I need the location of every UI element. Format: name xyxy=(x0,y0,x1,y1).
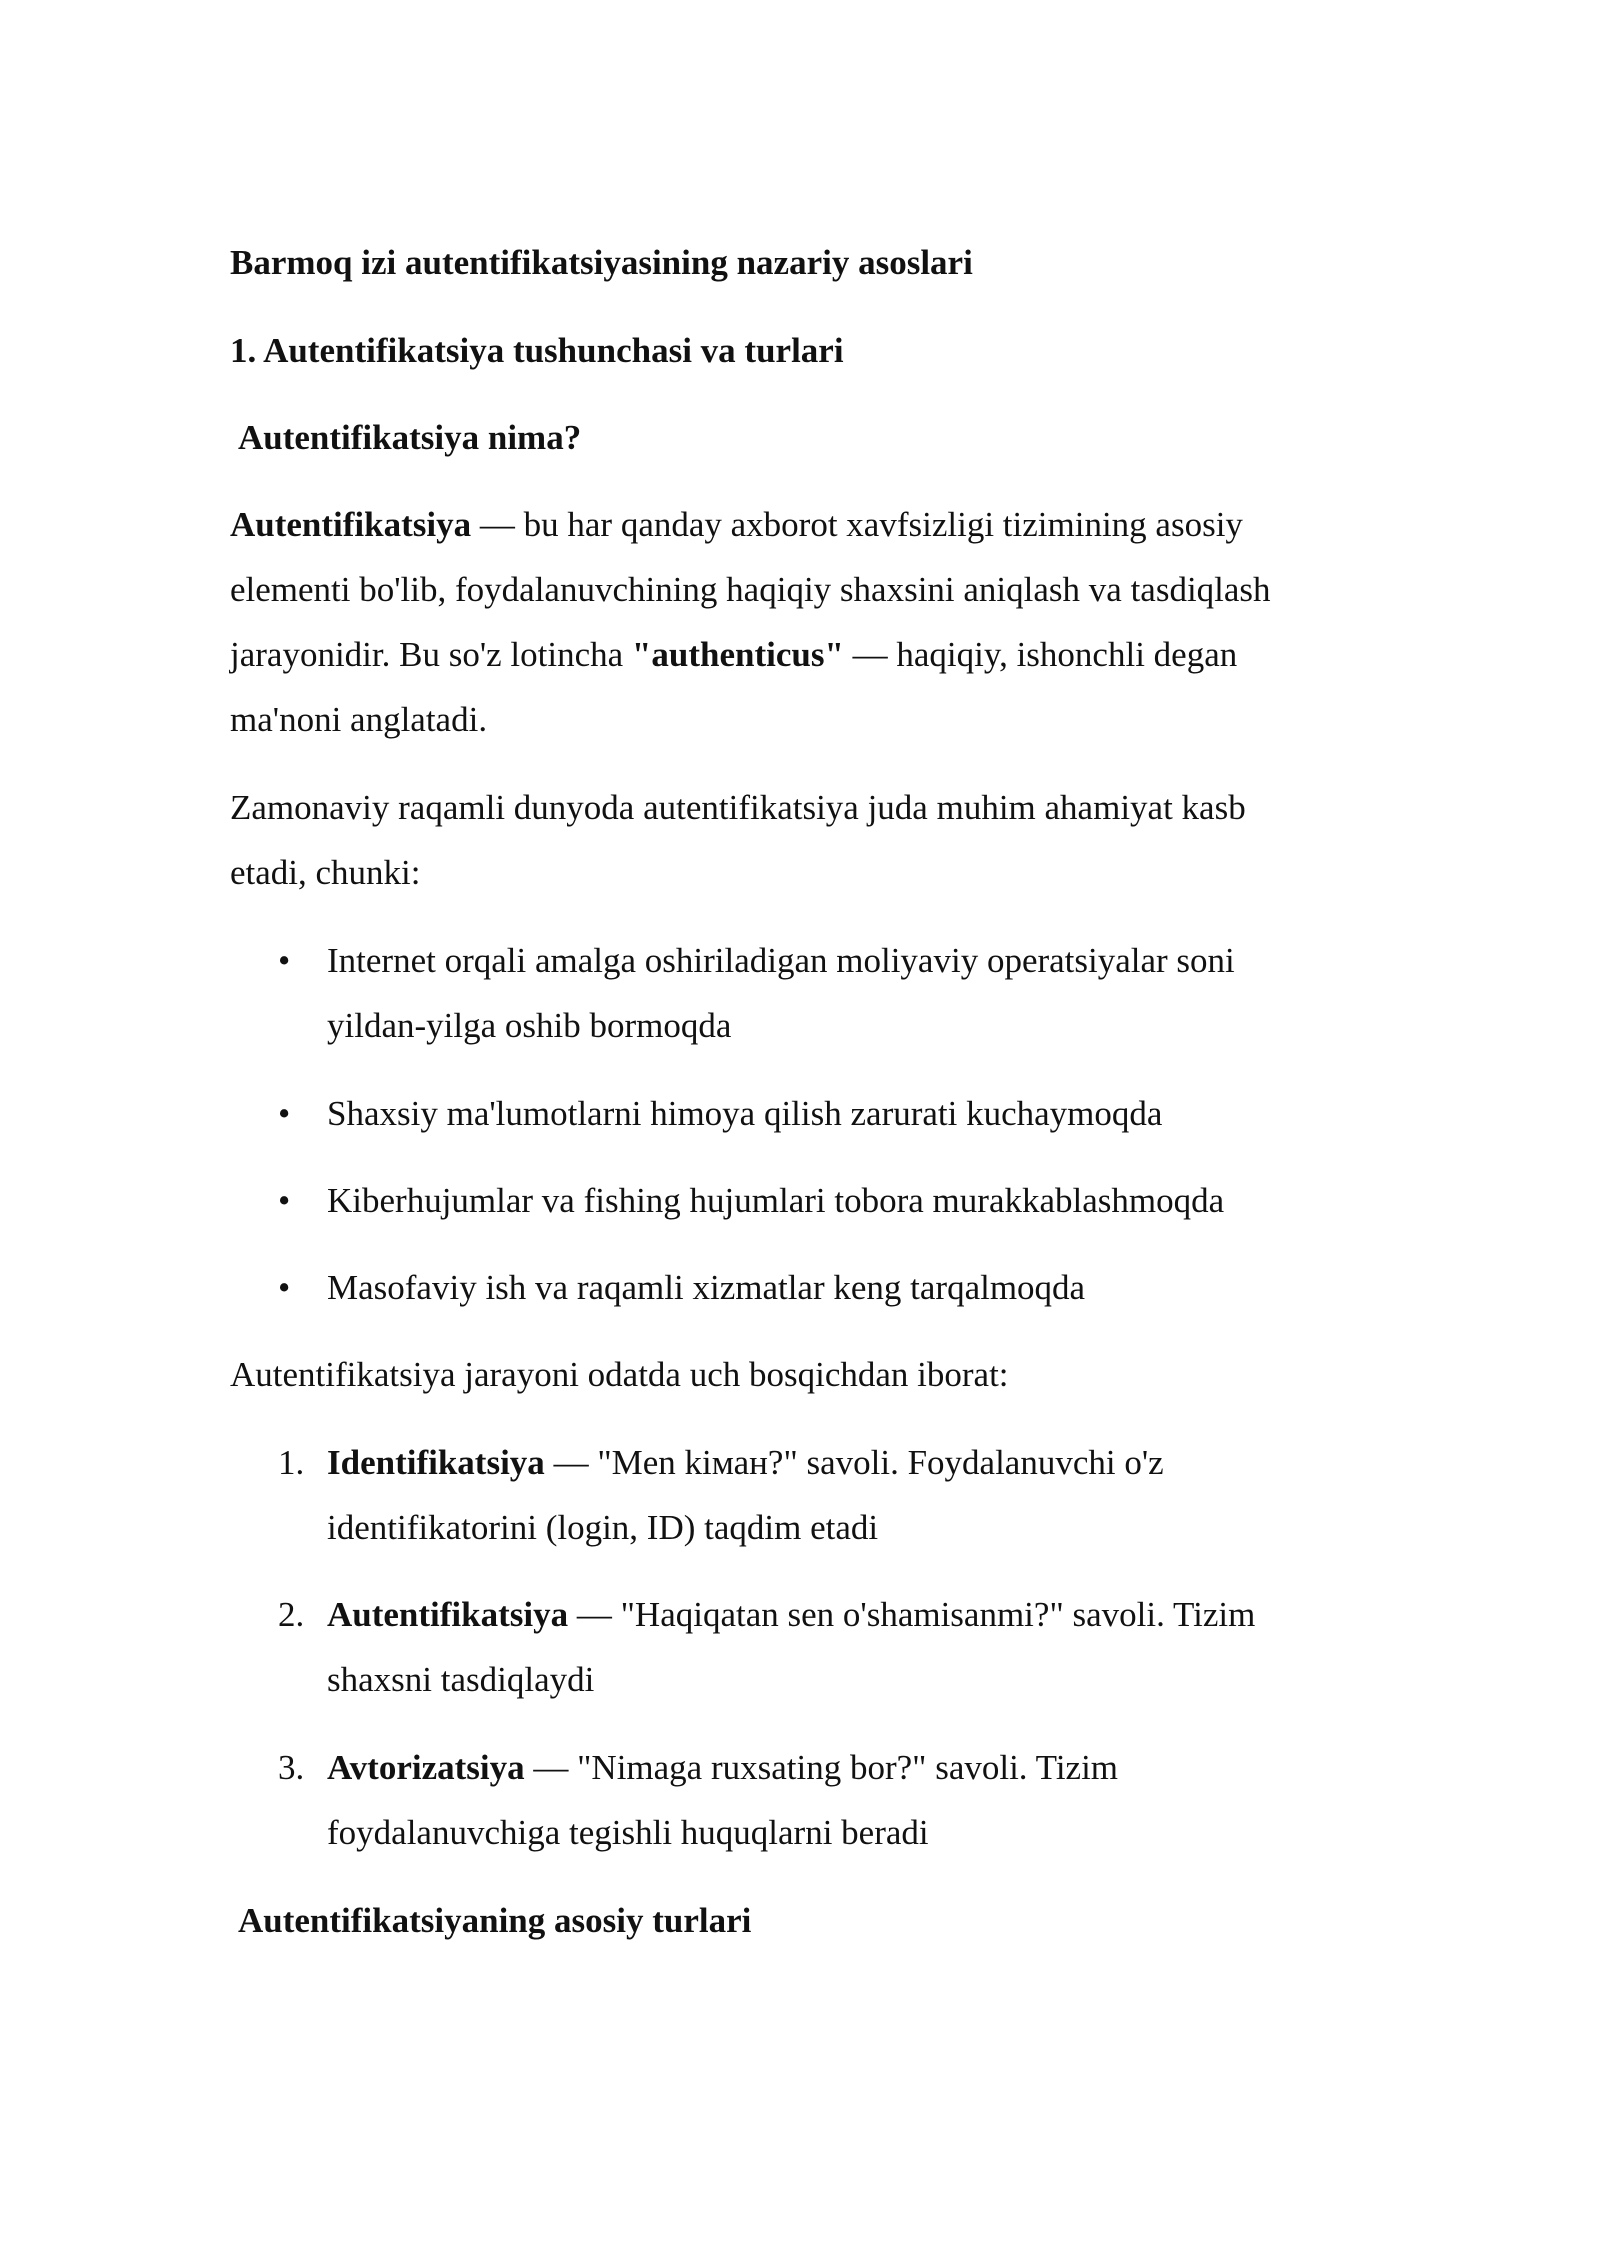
intro-line-3 xyxy=(230,622,1237,687)
steps-intro: Autentifikatsiya jarayoni odatda uch bosqichdan iborat: xyxy=(230,1355,1009,1394)
bullet-marker: • xyxy=(278,1094,291,1133)
intro-line-3-pre: jarayonidir. Bu so'z lotincha xyxy=(230,635,632,674)
subheading-what-is: Autentifikatsiya nima? xyxy=(238,418,582,457)
step-line-2: foydalanuvchiga tegishli huquqlarni beradi xyxy=(327,1813,929,1852)
step-term: Autentifikatsiya xyxy=(327,1595,569,1634)
intro-line-4: ma'noni anglatadi. xyxy=(230,700,488,739)
section-heading: 1. Autentifikatsiya tushunchasi va turlari xyxy=(230,331,844,370)
bullet-text: Masofaviy ish va raqamli xizmatlar keng tarqalmoqda xyxy=(327,1268,1086,1307)
step-number: 2. xyxy=(278,1595,305,1634)
step-line-1-rest: — "Nimaga ruxsating bor?" savoli. Tizim xyxy=(524,1748,1119,1787)
intro-term: Autentifikatsiya xyxy=(230,505,472,544)
step-line-1 xyxy=(327,1430,1164,1495)
bullet-marker: • xyxy=(278,1268,291,1307)
step-term: Avtorizatsiya xyxy=(327,1748,525,1787)
step-line-1 xyxy=(327,1735,1118,1800)
step-line-1-rest: — "Haqiqatan sen o'shamisanmi?" savoli. Tizim xyxy=(568,1595,1256,1634)
bullet-text-line-2: yildan-yilga oshib bormoqda xyxy=(327,1006,732,1045)
step-line-2: identifikatorini (login, ID) taqdim etadi xyxy=(327,1508,879,1547)
intro-latin-term: "authenticus" xyxy=(631,635,844,674)
step-line-1 xyxy=(327,1582,1255,1647)
step-line-1-rest: — "Men kiман?" savoli. Foydalanuvchi o'z xyxy=(544,1443,1164,1482)
intro-line-1-rest: — bu har qanday axborot xavfsizligi tizimining asosiy xyxy=(471,505,1243,544)
step-number: 3. xyxy=(278,1748,305,1787)
bullet-marker: • xyxy=(278,941,291,980)
document-title: Barmoq izi autentifikatsiyasining nazariy asoslari xyxy=(230,243,973,282)
subheading-types: Autentifikatsiyaning asosiy turlari xyxy=(238,1901,752,1940)
importance-line-1: Zamonaviy raqamli dunyoda autentifikatsiya juda muhim ahamiyat kasb xyxy=(230,788,1246,827)
step-number: 1. xyxy=(278,1443,305,1482)
importance-line-2: etadi, chunki: xyxy=(230,853,421,892)
intro-line-2: elementi bo'lib, foydalanuvchining haqiqiy shaxsini aniqlash va tasdiqlash xyxy=(230,570,1271,609)
bullet-text: Kiberhujumlar va fishing hujumlari tobora murakkablashmoqda xyxy=(327,1181,1225,1220)
step-line-2: shaxsni tasdiqlaydi xyxy=(327,1660,595,1699)
step-term: Identifikatsiya xyxy=(327,1443,545,1482)
bullet-marker: • xyxy=(278,1181,291,1220)
intro-line-1 xyxy=(230,492,1243,557)
bullet-text: Shaxsiy ma'lumotlarni himoya qilish zarurati kuchaymoqda xyxy=(327,1094,1163,1133)
bullet-text-line-1: Internet orqali amalga oshiriladigan moliyaviy operatsiyalar soni xyxy=(327,941,1235,980)
intro-line-3-post: — haqiqiy, ishonchli degan xyxy=(843,635,1238,674)
